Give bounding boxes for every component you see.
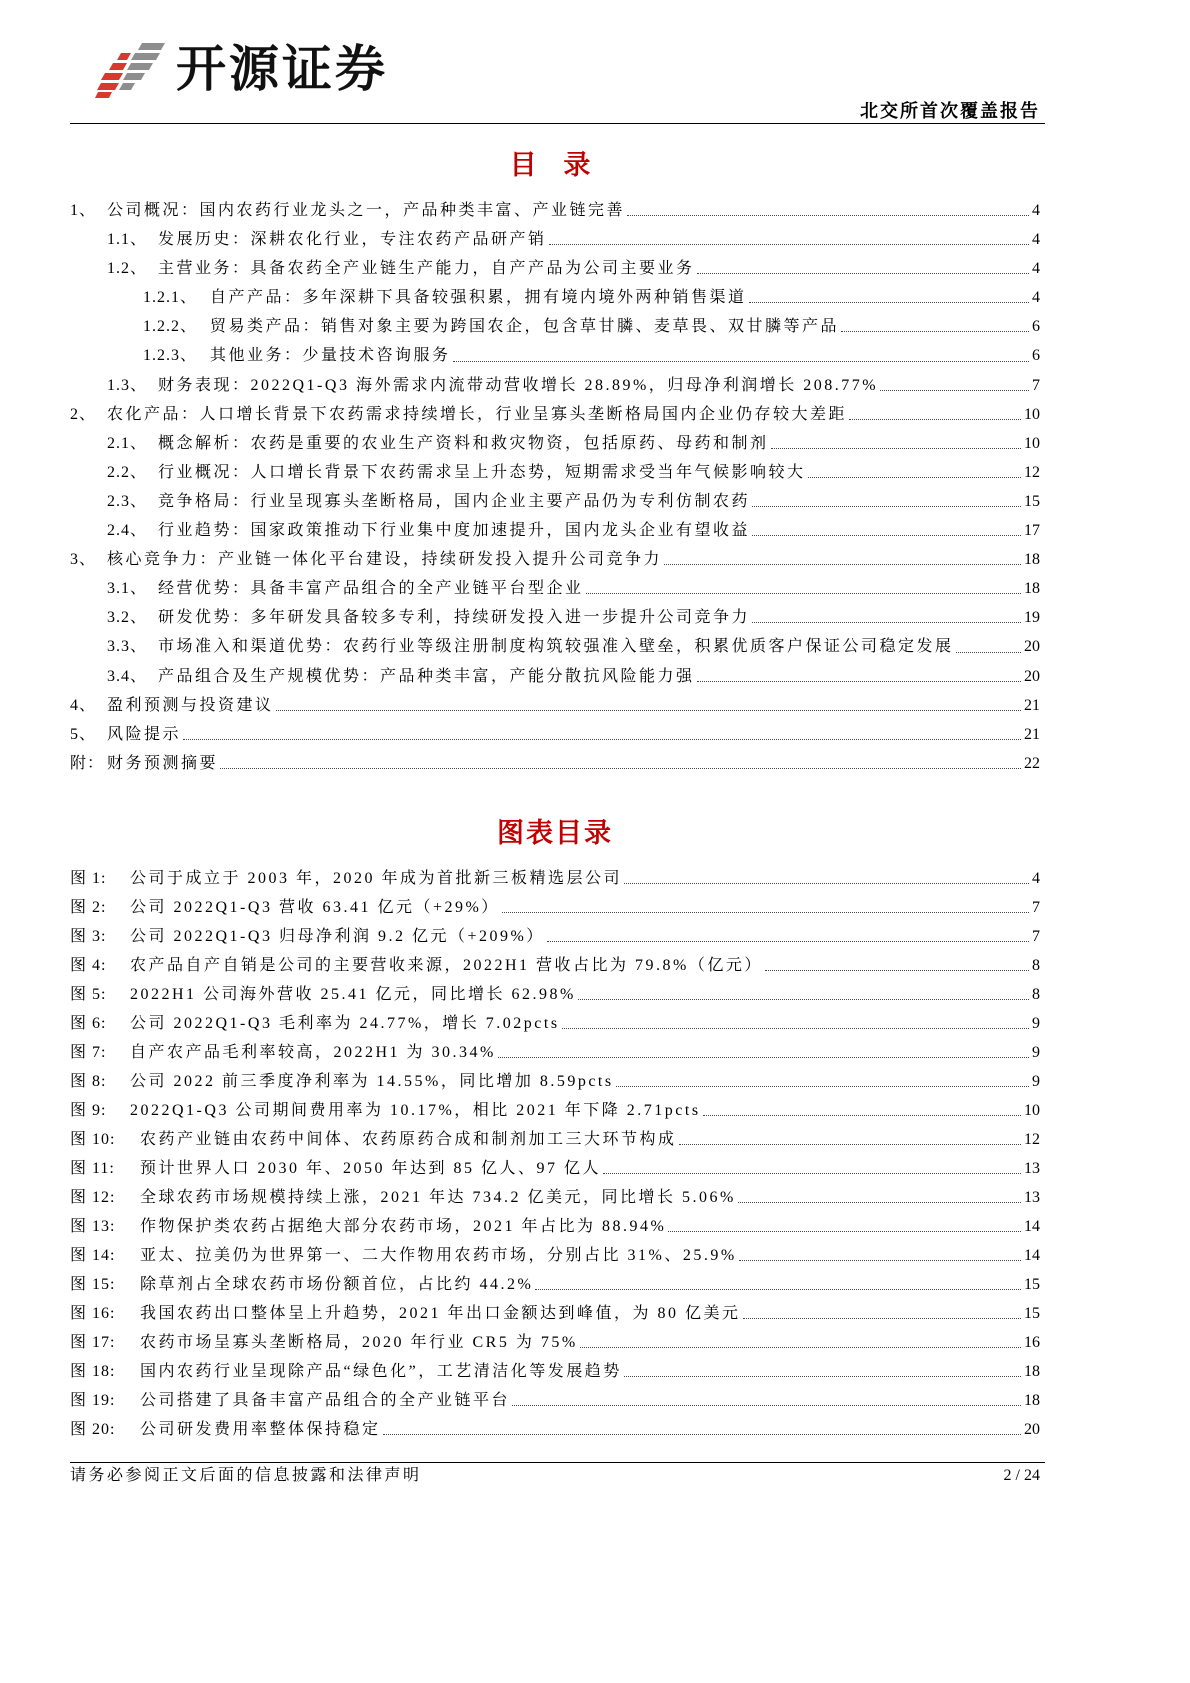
toc-entry-number: 1.2.3、	[143, 347, 198, 365]
dot-leader	[580, 1347, 1021, 1348]
toc-entry-number: 5、	[70, 725, 97, 743]
toc-entry-title: 自产产品：多年深耕下具备较强积累，拥有境内境外两种销售渠道	[210, 289, 747, 307]
toc-entry-title: 农化产品：人口增长背景下农药需求持续增长，行业呈寡头垄断格局国内企业仍存较大差距	[107, 405, 848, 423]
toc-entry[interactable]	[70, 458, 1040, 487]
toc-entry[interactable]	[70, 720, 1040, 749]
toc-entry-number: 4、	[70, 696, 97, 714]
toc-entry[interactable]	[70, 254, 1040, 283]
dot-leader	[512, 1405, 1021, 1406]
dot-leader	[562, 1028, 1029, 1029]
figure-entry[interactable]	[70, 1415, 1040, 1444]
dot-leader	[498, 1057, 1029, 1058]
dot-leader	[627, 215, 1029, 216]
figure-entry-number: 图 7:	[70, 1043, 107, 1061]
figure-entry-title: 农药产业链由农药中间体、农药原药合成和制剂加工三大环节构成	[140, 1130, 677, 1148]
dot-leader	[743, 1318, 1021, 1319]
dot-leader	[183, 739, 1021, 740]
toc-entry-title: 经营优势：具备丰富产品组合的全产业链平台型企业	[158, 580, 584, 598]
toc-entry-page: 17	[1024, 522, 1040, 540]
figure-entry-title: 公司于成立于 2003 年，2020 年成为首批新三板精选层公司	[130, 869, 623, 887]
toc-entry-page: 18	[1024, 580, 1040, 598]
dot-leader	[956, 652, 1021, 653]
toc-title: 目 录	[509, 150, 601, 180]
figure-entry-page: 4	[1032, 869, 1040, 887]
toc-entry[interactable]	[70, 196, 1040, 225]
figure-entry-page: 10	[1024, 1101, 1040, 1119]
dot-leader	[738, 1202, 1021, 1203]
toc-entry[interactable]	[70, 691, 1040, 720]
toc-entry-title: 概念解析：农药是重要的农业生产资料和救灾物资，包括原药、母药和制剂	[158, 434, 769, 452]
dot-leader	[624, 883, 1029, 884]
dot-leader	[578, 999, 1029, 1000]
toc-entry[interactable]	[70, 225, 1040, 254]
toc-entry-page: 7	[1032, 376, 1040, 394]
figure-entry-number: 图 5:	[70, 985, 107, 1003]
dot-leader	[841, 331, 1029, 332]
figure-entry-number: 图 15:	[70, 1276, 116, 1294]
dot-leader	[808, 477, 1021, 478]
toc-entry-number: 3.4、	[107, 667, 148, 685]
figure-entry-title: 国内农药行业呈现除产品“绿色化”，工艺清洁化等发展趋势	[140, 1363, 622, 1381]
toc-entry[interactable]	[70, 487, 1040, 516]
figure-entry-number: 图 20:	[70, 1421, 116, 1439]
figure-entry-page: 16	[1024, 1334, 1040, 1352]
toc-entry-title: 研发优势：多年研发具备较多专利，持续研发投入进一步提升公司竞争力	[158, 609, 751, 627]
toc-entry-number: 2、	[70, 405, 97, 423]
toc-entry[interactable]	[70, 603, 1040, 632]
figure-entry-number: 图 8:	[70, 1072, 107, 1090]
toc-entry-title: 盈利预测与投资建议	[107, 696, 274, 714]
figure-entry-page: 8	[1032, 985, 1040, 1003]
toc-entry-page: 4	[1032, 260, 1040, 278]
toc-entry-number: 2.1、	[107, 434, 148, 452]
toc-entry[interactable]	[70, 662, 1040, 691]
dot-leader	[697, 273, 1029, 274]
figure-entry[interactable]	[70, 1357, 1040, 1386]
dot-leader	[749, 302, 1029, 303]
dot-leader	[383, 1434, 1021, 1435]
dot-leader	[752, 622, 1021, 623]
dot-leader	[703, 1115, 1021, 1116]
toc-entry-page: 20	[1024, 638, 1040, 656]
figure-entry-title: 公司 2022 前三季度净利率为 14.55%，同比增加 8.59pcts	[130, 1072, 614, 1090]
dot-leader	[752, 506, 1021, 507]
toc-entry-page: 10	[1024, 405, 1040, 423]
figure-list-title: 图表目录	[497, 818, 613, 848]
toc-entry-title: 产品组合及生产规模优势：产品种类丰富，产能分散抗风险能力强	[158, 667, 695, 685]
figure-entry[interactable]	[70, 893, 1040, 922]
figure-entry-page: 20	[1024, 1421, 1040, 1439]
figure-entry[interactable]	[70, 922, 1040, 951]
figure-entry[interactable]	[70, 1125, 1040, 1154]
figure-entry-title: 公司搭建了具备丰富产品组合的全产业链平台	[140, 1392, 511, 1410]
figure-entry-page: 13	[1024, 1189, 1040, 1207]
figure-entry-number: 图 1:	[70, 869, 107, 887]
figure-entry-title: 预计世界人口 2030 年、2050 年达到 85 亿人、97 亿人	[140, 1159, 602, 1177]
toc-entry[interactable]	[70, 574, 1040, 603]
figure-entry[interactable]	[70, 951, 1040, 980]
toc-entry-title: 财务预测摘要	[107, 754, 219, 772]
dot-leader	[547, 941, 1029, 942]
figure-entry-page: 14	[1024, 1218, 1040, 1236]
figure-entry-page: 9	[1032, 1043, 1040, 1061]
figure-entry-number: 图 14:	[70, 1247, 116, 1265]
figure-entry-number: 图 4:	[70, 956, 107, 974]
toc-entry-title: 其他业务：少量技术咨询服务	[210, 347, 451, 365]
figure-entry[interactable]	[70, 980, 1040, 1009]
figure-entry-page: 12	[1024, 1130, 1040, 1148]
toc-entry-number: 3.3、	[107, 638, 148, 656]
toc-entry-page: 4	[1032, 231, 1040, 249]
figure-entry-number: 图 18:	[70, 1363, 116, 1381]
figure-entry[interactable]	[70, 1096, 1040, 1125]
dot-leader	[668, 1231, 1021, 1232]
dot-leader	[502, 912, 1029, 913]
dot-leader	[586, 593, 1021, 594]
figure-entry-title: 我国农药出口整体呈上升趋势，2021 年出口金额达到峰值，为 80 亿美元	[140, 1305, 741, 1323]
figure-entry-page: 8	[1032, 956, 1040, 974]
figure-entry-page: 9	[1032, 1072, 1040, 1090]
figure-entry-page: 7	[1032, 927, 1040, 945]
figure-entry-number: 图 6:	[70, 1014, 107, 1032]
figure-entry-title: 作物保护类农药占据绝大部分农药市场，2021 年占比为 88.94%	[140, 1218, 667, 1236]
toc-entry-number: 附：	[70, 754, 105, 772]
toc-entry-number: 2.2、	[107, 463, 148, 481]
figure-entry[interactable]	[70, 1299, 1040, 1328]
toc-entry-page: 20	[1024, 667, 1040, 685]
dot-leader	[849, 419, 1021, 420]
toc-entry[interactable]	[70, 371, 1040, 400]
figure-entry-page: 9	[1032, 1014, 1040, 1032]
toc-entry-number: 1.2、	[107, 260, 148, 278]
dot-leader	[549, 244, 1029, 245]
toc-entry-number: 1.1、	[107, 231, 148, 249]
toc-entry[interactable]	[70, 400, 1040, 429]
figure-entry-title: 自产农产品毛利率较高，2022H1 为 30.34%	[130, 1043, 496, 1061]
toc-entry-page: 15	[1024, 492, 1040, 510]
figure-entry[interactable]	[70, 1038, 1040, 1067]
figure-entry-title: 2022H1 公司海外营收 25.41 亿元，同比增长 62.98%	[130, 985, 576, 1003]
dot-leader	[616, 1086, 1029, 1087]
toc-entry[interactable]	[70, 429, 1040, 458]
toc-entry[interactable]	[70, 341, 1040, 370]
figure-entry[interactable]	[70, 1270, 1040, 1299]
figure-entry[interactable]	[70, 1067, 1040, 1096]
toc-entry[interactable]	[70, 283, 1040, 312]
toc-entry-page: 22	[1024, 754, 1040, 772]
figure-entry-page: 15	[1024, 1305, 1040, 1323]
toc-entry-title: 行业趋势：国家政策推动下行业集中度加速提升，国内龙头企业有望收益	[158, 522, 751, 540]
figure-entry-number: 图 9:	[70, 1101, 107, 1119]
toc-entry-page: 12	[1024, 463, 1040, 481]
figure-entry[interactable]	[70, 1241, 1040, 1270]
toc-entry-number: 3.2、	[107, 609, 148, 627]
figure-list	[70, 864, 1040, 1445]
toc-entry-title: 主营业务：具备农药全产业链生产能力，自产产品为公司主要业务	[158, 260, 695, 278]
toc-entry-title: 市场准入和渠道优势：农药行业等级注册制度构筑较强准入壁垒，积累优质客户保证公司稳定发展	[158, 638, 954, 656]
figure-entry-number: 图 12:	[70, 1189, 116, 1207]
figure-entry-title: 亚太、拉美仍为世界第一、二大作物用农药市场，分别占比 31%、25.9%	[140, 1247, 737, 1265]
figure-entry-title: 全球农药市场规模持续上涨，2021 年达 734.2 亿美元，同比增长 5.06%	[140, 1189, 736, 1207]
header-divider	[70, 123, 1045, 124]
figure-entry[interactable]	[70, 1386, 1040, 1415]
dot-leader	[679, 1144, 1021, 1145]
toc-entry-page: 19	[1024, 609, 1040, 627]
toc-entry[interactable]	[70, 516, 1040, 545]
footer-disclaimer: 请务必参阅正文后面的信息披露和法律声明	[70, 1467, 422, 1484]
toc-entry[interactable]	[70, 632, 1040, 661]
dot-leader	[771, 448, 1021, 449]
figure-entry-title: 公司 2022Q1-Q3 营收 63.41 亿元（+29%）	[130, 898, 500, 916]
dot-leader	[752, 535, 1021, 536]
figure-entry-number: 图 17:	[70, 1334, 116, 1352]
toc-entry-number: 2.3、	[107, 492, 148, 510]
toc-entry-page: 10	[1024, 434, 1040, 452]
toc-entry-title: 财务表现：2022Q1-Q3 海外需求内流带动营收增长 28.89%，归母净利润增长 208.77%	[158, 376, 879, 394]
figure-entry-title: 公司 2022Q1-Q3 归母净利润 9.2 亿元（+209%）	[130, 927, 545, 945]
figure-entry-number: 图 3:	[70, 927, 107, 945]
toc-entry-title: 竞争格局：行业呈现寡头垄断格局，国内企业主要产品仍为专利仿制农药	[158, 492, 751, 510]
toc-entry-number: 2.4、	[107, 522, 148, 540]
toc-entry-title: 贸易类产品：销售对象主要为跨国农企，包含草甘膦、麦草畏、双甘膦等产品	[210, 318, 840, 336]
figure-entry-page: 14	[1024, 1247, 1040, 1265]
toc-entry-page: 18	[1024, 551, 1040, 569]
toc-entry-number: 3、	[70, 551, 97, 569]
figure-entry[interactable]	[70, 1328, 1040, 1357]
footer-divider	[70, 1462, 1045, 1463]
figure-entry-title: 公司研发费用率整体保持稳定	[140, 1421, 381, 1439]
dot-leader	[880, 390, 1029, 391]
toc-entry-page: 6	[1032, 318, 1040, 336]
toc-entry-page: 21	[1024, 725, 1040, 743]
report-type-label: 北交所首次覆盖报告	[860, 101, 1040, 121]
dot-leader	[276, 710, 1021, 711]
dot-leader	[765, 970, 1029, 971]
dot-leader	[739, 1260, 1021, 1261]
toc-entry[interactable]	[70, 312, 1040, 341]
toc-entry-number: 1.3、	[107, 376, 148, 394]
figure-entry-number: 图 19:	[70, 1392, 116, 1410]
toc-entry-number: 1.2.1、	[143, 289, 198, 307]
figure-entry-title: 2022Q1-Q3 公司期间费用率为 10.17%，相比 2021 年下降 2.71pcts	[130, 1101, 701, 1119]
figure-entry-number: 图 2:	[70, 898, 107, 916]
toc-entry[interactable]	[70, 545, 1040, 574]
dot-leader	[603, 1173, 1021, 1174]
dot-leader	[220, 768, 1021, 769]
dot-leader	[535, 1289, 1021, 1290]
figure-entry-title: 农药市场呈寡头垄断格局，2020 年行业 CR5 为 75%	[140, 1334, 578, 1352]
figure-entry-page: 18	[1024, 1363, 1040, 1381]
toc-entry-title: 公司概况：国内农药行业龙头之一，产品种类丰富、产业链完善	[107, 202, 626, 219]
figure-entry-page: 7	[1032, 898, 1040, 916]
figure-entry-page: 18	[1024, 1392, 1040, 1410]
figure-entry-page: 15	[1024, 1276, 1040, 1294]
toc-entry-number: 3.1、	[107, 580, 148, 598]
figure-entry[interactable]	[70, 864, 1040, 893]
logo-text: 开源证券	[176, 40, 388, 98]
toc-entry[interactable]	[70, 749, 1040, 778]
toc-entry-page: 4	[1032, 202, 1040, 219]
toc-entry-page: 21	[1024, 696, 1040, 714]
figure-entry-page: 13	[1024, 1159, 1040, 1177]
figure-entry-number: 图 13:	[70, 1218, 116, 1236]
figure-entry[interactable]	[70, 1154, 1040, 1183]
dot-leader	[453, 361, 1029, 362]
figure-entry[interactable]	[70, 1009, 1040, 1038]
toc-entry-number: 1、	[70, 202, 97, 219]
toc-entry-number: 1.2.2、	[143, 318, 198, 336]
toc-entry-title: 发展历史：深耕农化行业，专注农药产品研产销	[158, 231, 547, 249]
toc-entry-title: 核心竞争力：产业链一体化平台建设，持续研发投入提升公司竞争力	[107, 551, 663, 569]
toc-entry-title: 行业概况：人口增长背景下农药需求呈上升态势，短期需求受当年气候影响较大	[158, 463, 806, 481]
figure-entry[interactable]	[70, 1212, 1040, 1241]
figure-entry-title: 农产品自产自销是公司的主要营收来源，2022H1 营收占比为 79.8%（亿元）	[130, 956, 763, 974]
figure-entry-number: 图 10:	[70, 1130, 116, 1148]
dot-leader	[697, 681, 1021, 682]
toc-entry-title: 风险提示	[107, 725, 182, 743]
dot-leader	[664, 564, 1021, 565]
page-indicator: 2 / 24	[1003, 1467, 1040, 1484]
toc-entry-page: 6	[1032, 347, 1040, 365]
figure-entry[interactable]	[70, 1183, 1040, 1212]
dot-leader	[624, 1376, 1021, 1377]
toc-list	[70, 196, 1040, 778]
figure-entry-title: 除草剂占全球农药市场份额首位，占比约 44.2%	[140, 1276, 534, 1294]
figure-entry-number: 图 11:	[70, 1159, 115, 1177]
figure-entry-number: 图 16:	[70, 1305, 116, 1323]
figure-entry-title: 公司 2022Q1-Q3 毛利率为 24.77%，增长 7.02pcts	[130, 1014, 560, 1032]
kaiyuan-securities-logo-icon	[94, 41, 166, 99]
toc-entry-page: 4	[1032, 289, 1040, 307]
